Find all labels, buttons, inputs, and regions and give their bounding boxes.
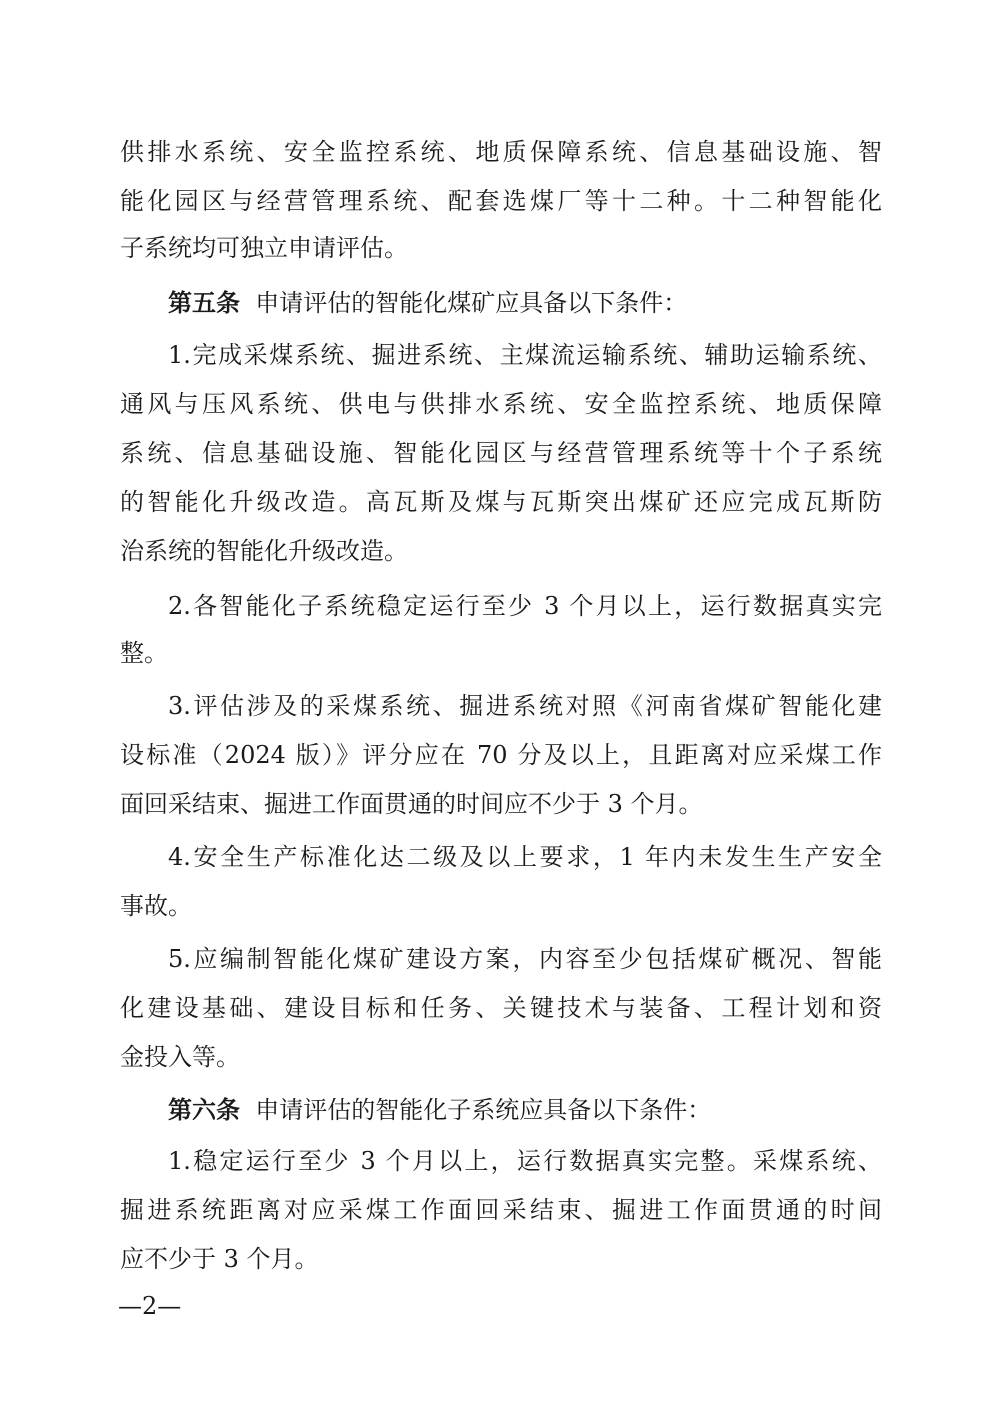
text-line: 事故。 — [120, 892, 192, 920]
text-line: 1.稳定运行至少 3 个月以上，运行数据真实完整。采煤系统、 — [168, 1147, 882, 1175]
article-5-heading: 第五条 — [168, 288, 240, 317]
text-line: 治系统的智能化升级改造。 — [120, 537, 408, 565]
text-line: 供排水系统、安全监控系统、地质保障系统、信息基础设施、智 — [120, 138, 882, 166]
text-line: 掘进系统距离对应采煤工作面回采结束、掘进工作面贯通的时间 — [120, 1196, 882, 1224]
article-6-paragraph — [168, 1090, 882, 1130]
text-line: 能化园区与经营管理系统、配套选煤厂等十二种。十二种智能化 — [120, 187, 882, 215]
text-line: 面回采结束、掘进工作面贯通的时间应不少于 3 个月。 — [120, 790, 703, 818]
article-5-text: 申请评估的智能化煤矿应具备以下条件： — [255, 289, 688, 317]
article-6-heading: 第六条 — [168, 1095, 240, 1124]
text-line: 子系统均可独立申请评估。 — [120, 234, 408, 262]
text-line: 3.评估涉及的采煤系统、掘进系统对照《河南省煤矿智能化建 — [168, 692, 882, 720]
article-6-text: 申请评估的智能化子系统应具备以下条件： — [255, 1096, 712, 1124]
text-line: 应不少于 3 个月。 — [120, 1245, 319, 1273]
article-5-paragraph — [168, 283, 882, 323]
text-line: 整。 — [120, 639, 168, 667]
text-line: 4.安全生产标准化达二级及以上要求，1 年内未发生生产安全 — [168, 843, 882, 871]
text-line: 设标准（2024 版）》评分应在 70 分及以上，且距离对应采煤工作 — [120, 741, 882, 769]
text-line: 的智能化升级改造。高瓦斯及煤与瓦斯突出煤矿还应完成瓦斯防 — [120, 488, 882, 516]
page-number: —2— — [118, 1292, 182, 1320]
text-line: 1.完成采煤系统、掘进系统、主煤流运输系统、辅助运输系统、 — [168, 341, 882, 369]
text-line: 5.应编制智能化煤矿建设方案，内容至少包括煤矿概况、智能 — [168, 945, 882, 973]
text-line: 2.各智能化子系统稳定运行至少 3 个月以上，运行数据真实完 — [168, 592, 882, 620]
text-line: 通风与压风系统、供电与供排水系统、安全监控系统、地质保障 — [120, 390, 882, 418]
text-line: 系统、信息基础设施、智能化园区与经营管理系统等十个子系统 — [120, 439, 882, 467]
text-line: 化建设基础、建设目标和任务、关键技术与装备、工程计划和资 — [120, 994, 882, 1022]
text-line: 金投入等。 — [120, 1043, 240, 1071]
